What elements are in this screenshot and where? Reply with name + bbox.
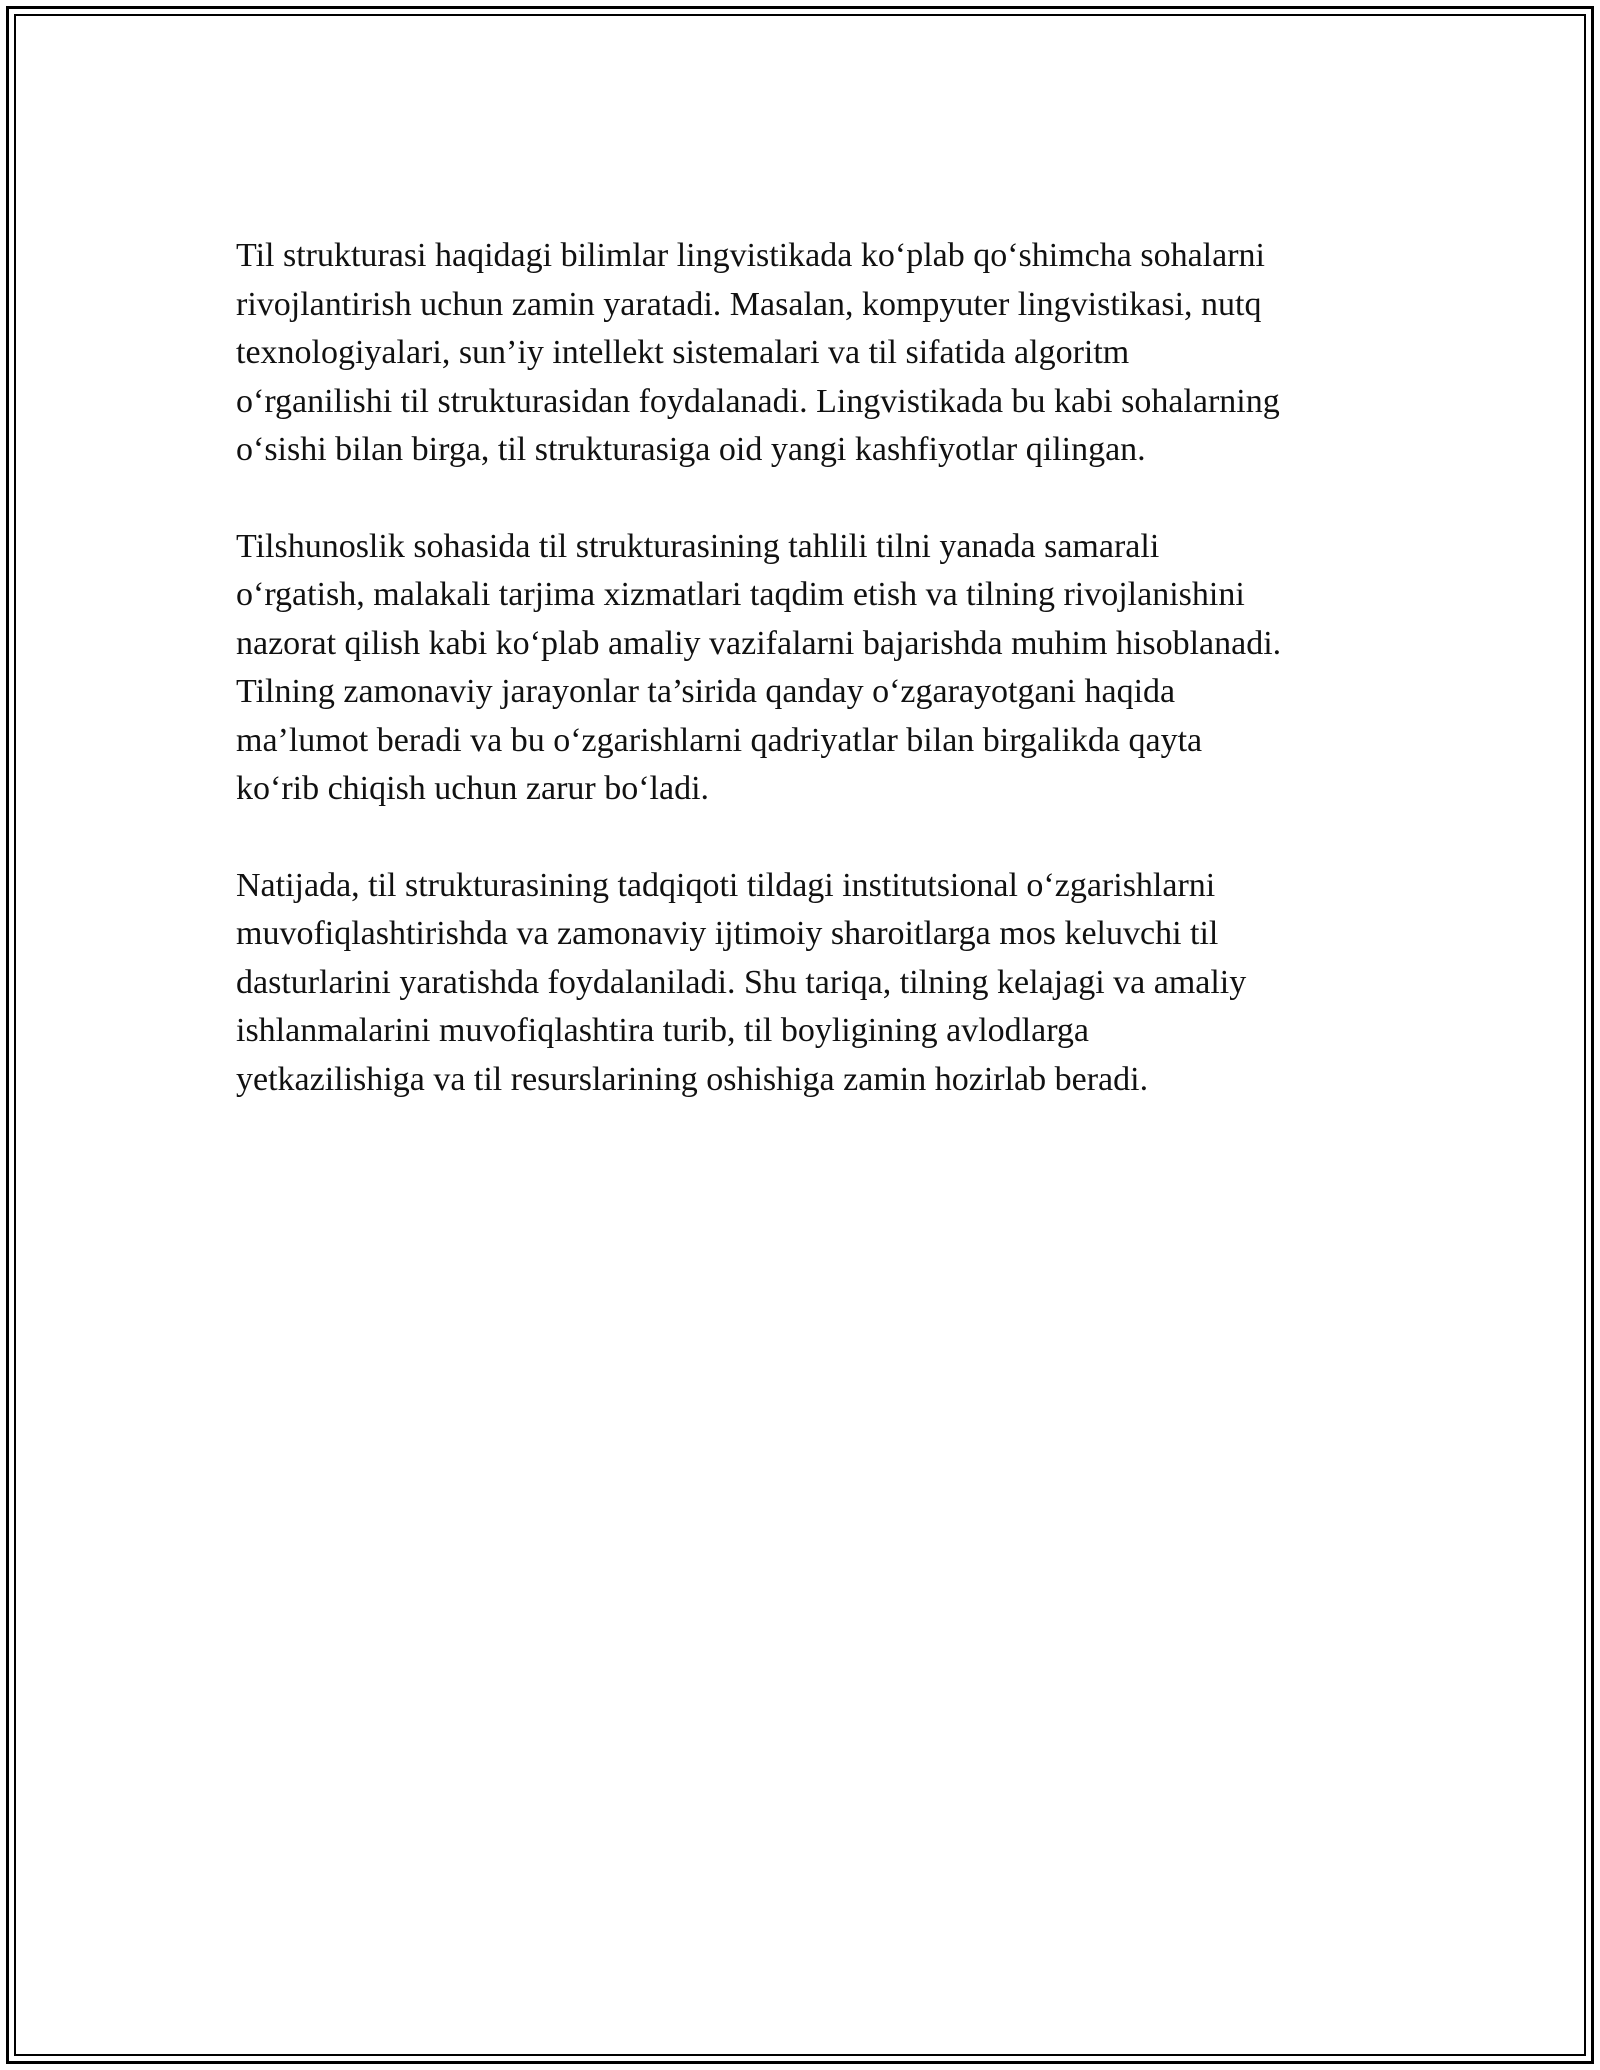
text-line: dasturlarini yaratishda foydalaniladi. Shu tariqa, tilning kelajagi va amaliy [236, 963, 1247, 1001]
text-line: o‘rganilishi til strukturasidan foydalanadi. Lingvistikada bu kabi sohalarning [236, 382, 1280, 420]
text-line: nazorat qilish kabi ko‘plab amaliy vazifalarni bajarishda muhim hisoblanadi. [236, 624, 1282, 662]
text-line: texnologiyalari, sun’iy intellekt sistemalari va til sifatida algoritm [236, 334, 1130, 371]
text-line: o‘rgatish, malakali tarjima xizmatlari taqdim etish va tilning rivojlanishini [236, 576, 1245, 613]
text-line: muvofiqlashtirishda va zamonaviy ijtimoiy sharoitlarga mos keluvchi til [236, 915, 1219, 952]
text-line: o‘sishi bilan birga, til strukturasiga oid yangi kashfiyotlar qilingan. [236, 431, 1146, 468]
text-line: Tilshunoslik sohasida til strukturasining tahlili tilni yanada samarali [236, 527, 1160, 565]
text-line: Til strukturasi haqidagi bilimlar lingvistikada ko‘plab qo‘shimcha sohalarni [236, 237, 1265, 274]
text-line: ishlanmalarini muvofiqlashtira turib, til boyligining avlodlarga [236, 1012, 1090, 1049]
text-line: Tilning zamonaviy jarayonlar ta’sirida qanday o‘zgarayotgani haqida [236, 673, 1176, 710]
paragraph-3 [236, 862, 1376, 1105]
text-line: Natijada, til strukturasining tadqiqoti tildagi institutsional o‘zgarishlarni [236, 866, 1216, 904]
text-line: ko‘rib chiqish uchun zarur bo‘ladi. [236, 770, 710, 807]
paragraph-2 [236, 523, 1376, 814]
text-line: yetkazilishiga va til resurslarining oshishiga zamin hozirlab beradi. [236, 1060, 1149, 1098]
text-line: rivojlantirish uchun zamin yaratadi. Masalan, kompyuter lingvistikasi, nutq [236, 285, 1262, 323]
text-line: ma’lumot beradi va bu o‘zgarishlarni qadriyatlar bilan birgalikda qayta [236, 721, 1203, 759]
paragraph-1 [236, 232, 1376, 475]
document-body [236, 232, 1376, 1152]
